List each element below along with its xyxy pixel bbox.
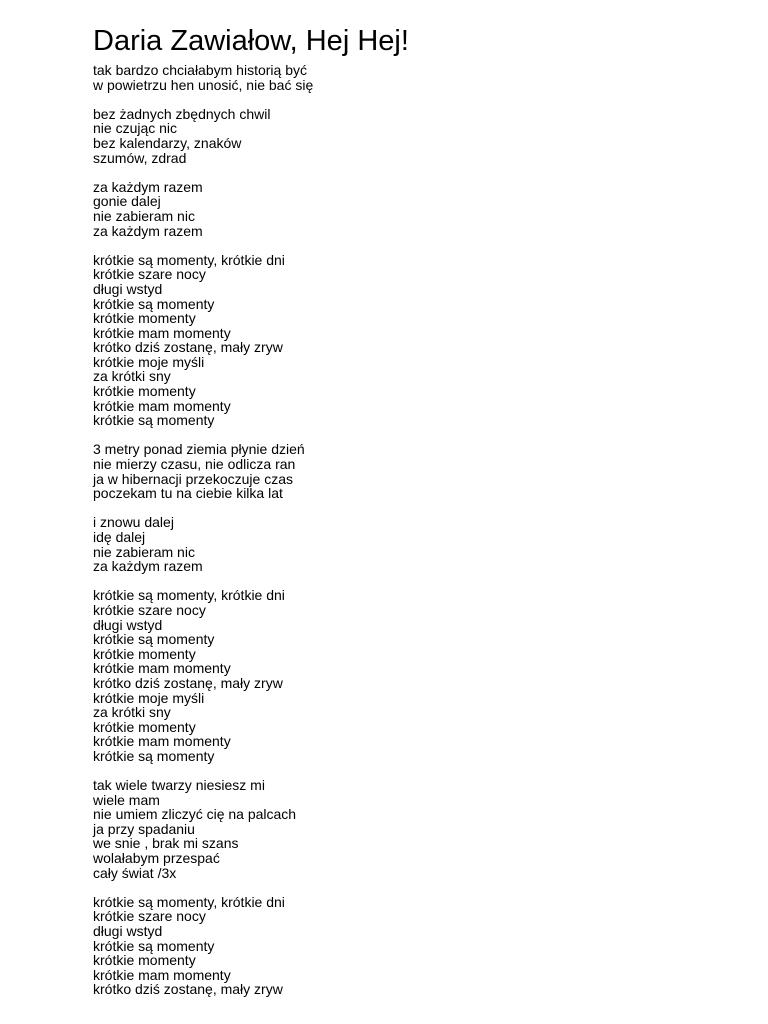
lyric-line: idę dalej <box>93 529 146 545</box>
stanza <box>93 588 753 763</box>
lyric-line: nie czując nic <box>93 120 178 137</box>
lyric-line: krótkie mam momenty <box>93 966 231 983</box>
lyric-line: za każdym razem <box>93 222 203 239</box>
lyric-line: we snie , brak mi szans <box>93 835 239 852</box>
lyrics-body <box>93 63 753 997</box>
document-page <box>93 0 753 1012</box>
lyric-line: tak bardzo chciałabym historią być <box>93 62 307 78</box>
lyric-line: krótkie szare nocy <box>93 908 206 925</box>
lyric-line: krótkie moje myśli <box>93 689 205 706</box>
lyric-line: krótko dziś zostanę, mały zryw <box>93 981 283 998</box>
lyric-line: długi wstyd <box>93 616 163 633</box>
lyric-line: krótkie mam momenty <box>93 324 231 341</box>
lyric-line: za krótki sny <box>93 704 171 721</box>
lyric-line: szumów, zdrad <box>93 149 187 166</box>
lyric-line: poczekam tu na ciebie kilka lat <box>93 485 283 502</box>
song-title: Daria Zawiałow, Hej Hej! <box>93 25 409 57</box>
lyric-line: bez żadnych zbędnych chwil <box>93 105 271 122</box>
lyric-line: krótkie są momenty <box>93 747 215 764</box>
lyric-line: ja w hibernacji przekoczuje czas <box>93 470 293 487</box>
lyric-line: tak wiele twarzy niesiesz mi <box>93 777 265 794</box>
stanza <box>93 180 753 238</box>
lyric-line: długi wstyd <box>93 923 163 940</box>
lyric-line: krótkie momenty <box>93 952 196 969</box>
lyric-line: krótkie są momenty <box>93 412 215 429</box>
lyric-line: nie zabieram nic <box>93 207 195 224</box>
lyric-line: w powietrzu hen unosić, nie bać się <box>93 76 314 93</box>
stanza <box>93 895 753 997</box>
lyric-line: krótkie są momenty <box>93 631 215 648</box>
lyric-line: bez kalendarzy, znaków <box>93 134 242 151</box>
lyric-line: krótkie momenty <box>93 383 196 400</box>
lyric-line: gonie dalej <box>93 193 161 210</box>
lyric-line: krótkie są momenty, krótkie dni <box>93 587 285 604</box>
lyric-line: krótkie momenty <box>93 718 196 735</box>
lyric-line: wiele mam <box>93 791 160 808</box>
lyric-line: za krótki sny <box>93 368 171 385</box>
lyric-line: krótkie są momenty <box>93 295 215 312</box>
lyric-line: długi wstyd <box>93 280 163 297</box>
lyric-line: krótkie momenty <box>93 310 196 327</box>
lyric-line: nie mierzy czasu, nie odlicza ran <box>93 456 296 473</box>
lyric-line: krótkie są momenty, krótkie dni <box>93 251 285 268</box>
lyric-line: krótkie mam momenty <box>93 397 231 414</box>
lyric-line: krótkie szare nocy <box>93 266 206 283</box>
lyric-line: nie umiem zliczyć cię na palcach <box>93 806 297 823</box>
lyric-line: krótkie mam momenty <box>93 660 231 677</box>
lyric-line: krótkie są momenty, krótkie dni <box>93 893 285 910</box>
lyric-line: i znowu dalej <box>93 514 174 531</box>
lyric-line: za każdym razem <box>93 178 203 195</box>
lyric-line: krótkie momenty <box>93 645 196 662</box>
stanza <box>93 778 753 880</box>
lyric-line: 3 metry ponad ziemia płynie dzień <box>93 441 305 458</box>
lyric-line: nie zabieram nic <box>93 543 195 560</box>
lyric-line: krótkie szare nocy <box>93 601 206 618</box>
stanza <box>93 107 753 165</box>
stanza <box>93 515 753 573</box>
lyric-line: ja przy spadaniu <box>93 820 195 837</box>
lyric-line: krótkie moje myśli <box>93 353 205 370</box>
lyric-line: za każdym razem <box>93 558 203 575</box>
lyric-line: krótkie są momenty <box>93 937 215 954</box>
lyric-line: krótko dziś zostanę, mały zryw <box>93 674 283 691</box>
lyric-line: wolałabym przespać <box>93 850 220 867</box>
lyric-line: krótkie mam momenty <box>93 733 231 750</box>
lyric-line: krótko dziś zostanę, mały zryw <box>93 339 283 356</box>
stanza <box>93 253 753 428</box>
lyric-line: cały świat /3x <box>93 864 177 881</box>
stanza <box>93 63 753 92</box>
stanza <box>93 442 753 500</box>
